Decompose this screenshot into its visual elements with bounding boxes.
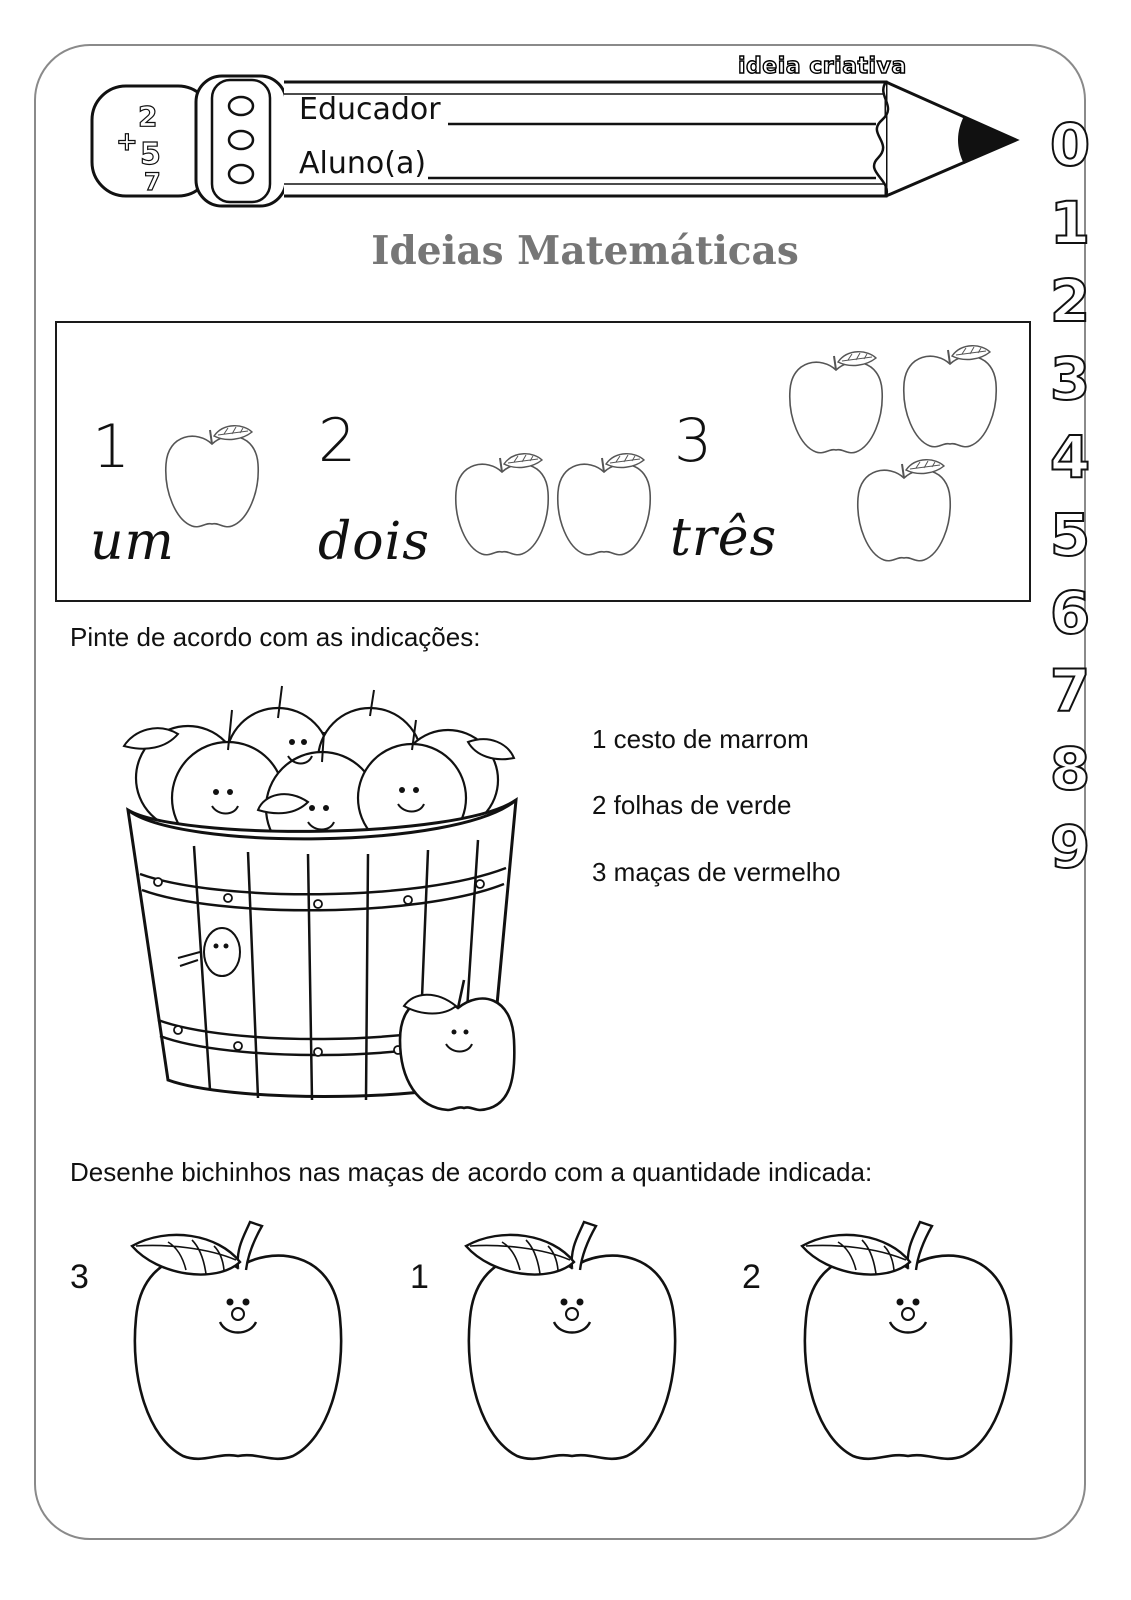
instruction-paint: Pinte de acordo com as indicações: — [70, 622, 481, 652]
side-digit: 0 — [1049, 111, 1091, 179]
apple-outline-icon — [786, 348, 886, 458]
svg-text:+: + — [116, 127, 138, 157]
side-digit: 5 — [1049, 501, 1091, 569]
count-word-2: dois — [318, 512, 430, 572]
page-title: Ideias Matemáticas — [371, 228, 799, 274]
side-digit: 6 — [1049, 579, 1091, 647]
legend-item-apples: 3 maças de vermelho — [592, 857, 841, 887]
apple-outline-icon — [854, 456, 954, 566]
side-digit: 4 — [1049, 423, 1091, 491]
apple-face-icon — [128, 1218, 358, 1478]
svg-text:5: 5 — [140, 137, 161, 172]
apple-basket-illustration — [118, 690, 528, 1120]
legend-item-basket: 1 cesto de marrom — [592, 724, 809, 754]
student-label: Aluno(a) — [299, 146, 427, 181]
instruction-draw: Desenhe bichinhos nas maças de acordo com a quantidade indicada: — [70, 1157, 873, 1187]
side-digit: 2 — [1049, 267, 1091, 335]
count-number-1: 1 — [92, 412, 131, 482]
side-digit: 3 — [1049, 345, 1091, 413]
side-digits-strip — [1040, 106, 1100, 886]
side-digit: 9 — [1049, 813, 1091, 881]
side-digit: 8 — [1049, 735, 1091, 803]
quantity-label-2: 1 — [410, 1258, 429, 1296]
pencil-header-graphic — [86, 68, 1026, 213]
side-digit: 1 — [1049, 189, 1091, 257]
count-number-2: 2 — [318, 406, 357, 476]
apple-face-icon — [798, 1218, 1028, 1478]
quantity-label-3: 2 — [742, 1258, 761, 1296]
brand-logo: ideia criativa — [738, 54, 907, 79]
apple-outline-icon — [162, 422, 262, 532]
side-digit: 7 — [1049, 657, 1091, 725]
apple-outline-icon — [554, 450, 654, 560]
count-number-3: 3 — [674, 406, 713, 476]
quantity-label-1: 3 — [70, 1258, 89, 1296]
legend-item-leaves: 2 folhas de verde — [592, 790, 792, 820]
apple-face-icon — [462, 1218, 692, 1478]
svg-text:7: 7 — [144, 168, 161, 196]
educator-label: Educador — [299, 92, 441, 127]
count-word-3: três — [670, 508, 778, 568]
apple-outline-icon — [900, 342, 1000, 452]
count-word-1: um — [90, 512, 175, 572]
apple-outline-icon — [452, 450, 552, 560]
svg-text:2: 2 — [138, 100, 158, 133]
